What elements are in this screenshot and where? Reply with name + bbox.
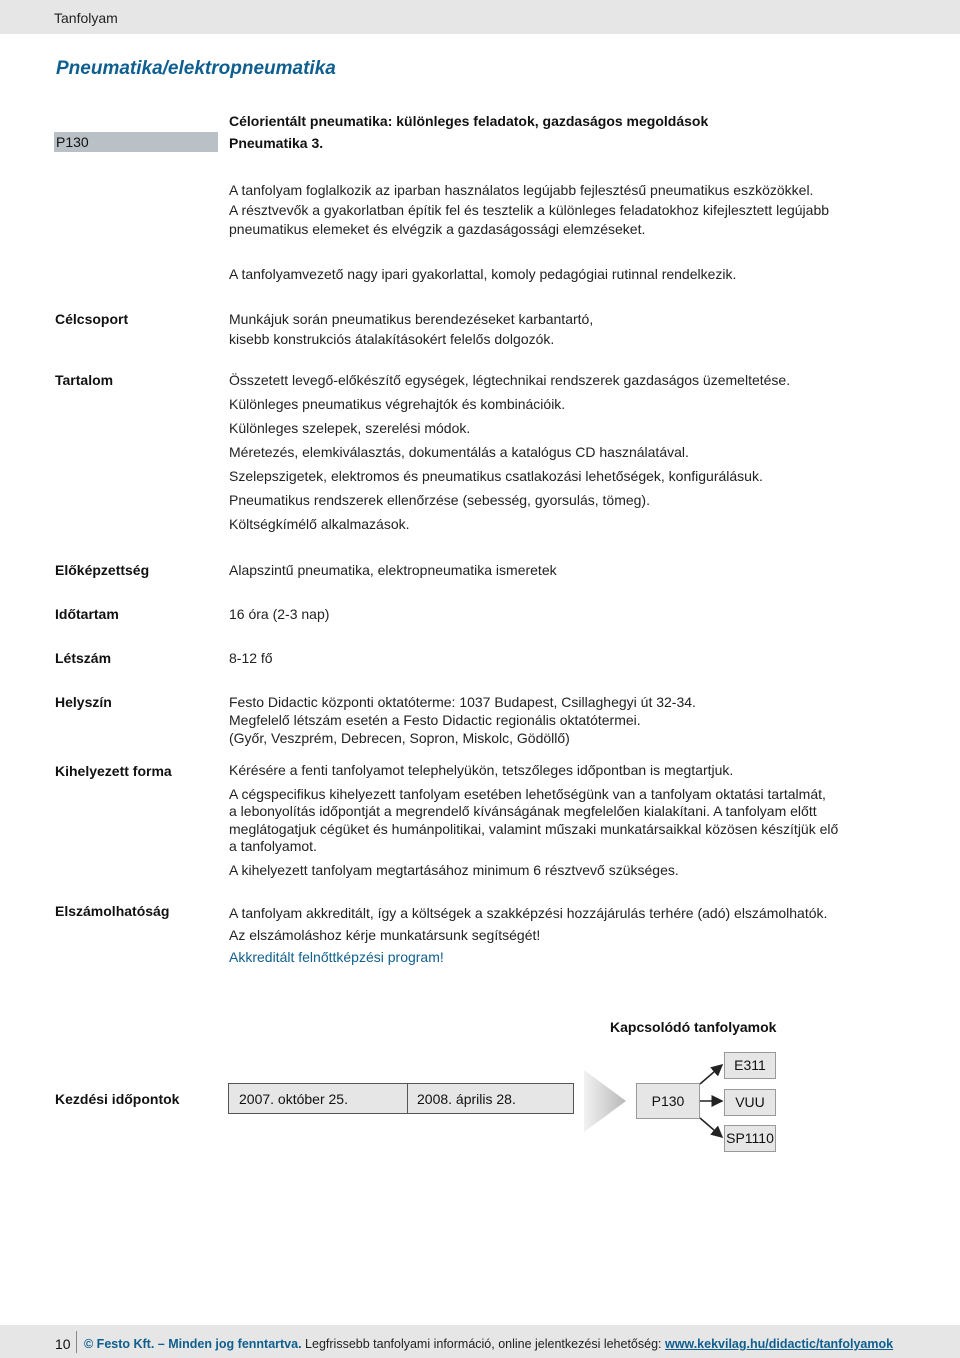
content-item: Különleges szelepek, szerelési módok. (229, 420, 471, 436)
header-bar (0, 0, 960, 34)
related-course-node[interactable]: SP1110 (724, 1125, 776, 1152)
large-arrow-icon (584, 1070, 626, 1132)
location-text (229, 693, 696, 747)
page-number: 10 (55, 1336, 71, 1352)
start-dates-box (228, 1083, 574, 1114)
onsite-text (229, 762, 838, 879)
start-date: 2008. április 28. (417, 1091, 516, 1107)
location-line: Festo Didactic központi oktatóterme: 1037 Budapest, Csillaghegyi út 32-34. (229, 694, 696, 710)
date-divider (407, 1084, 408, 1113)
content-list (229, 371, 790, 539)
intro-line: pneumatikus elemeket és elvégzik a gazdaságossági elemzéseket. (229, 221, 646, 237)
headcount-label: Létszám (55, 650, 112, 666)
location-line: (Győr, Veszprém, Debrecen, Sopron, Miskolc, Gödöllő) (229, 730, 570, 746)
related-course-node[interactable]: VUU (724, 1089, 776, 1116)
accounting-line: Az elszámoláshoz kérje munkatársunk segítségét! (229, 927, 541, 943)
course-code-box (54, 132, 218, 152)
content-label: Tartalom (55, 372, 114, 388)
target-group-text (229, 310, 593, 349)
footer-divider (76, 1331, 77, 1353)
onsite-p2-line: a lebonyolítás időpontját a megrendelő kívánságának megfelelően kialakítani. A tanfolyam előtt (229, 803, 817, 819)
connector-up (700, 1065, 722, 1084)
accounting-text (229, 902, 827, 968)
prerequisites-label: Előképzettség (55, 562, 150, 578)
accounting-label: Elszámolhatóság (55, 903, 170, 919)
target-group-line: Munkájuk során pneumatikus berendezéseket karbantartó, (229, 311, 594, 327)
content-item: Szelepszigetek, elektromos és pneumatikus csatlakozási lehetőségek, konfigurálásuk. (229, 468, 763, 484)
duration-value: 16 óra (2-3 nap) (229, 606, 330, 622)
intro-line: A résztvevők a gyakorlatban építik fel és tesztelik a különleges feladatokhoz kifejlesztett legújabb (229, 201, 830, 218)
intro-text (229, 181, 829, 240)
duration-label: Időtartam (55, 606, 119, 622)
onsite-p2-line: A cégspecifikus kihelyezett tanfolyam esetében lehetőségünk van a tanfolyam oktatási tartalmát, (229, 785, 826, 802)
footer-copyright: © Festo Kft. – Minden jog fenntartva. (84, 1337, 302, 1351)
onsite-p3: A kihelyezett tanfolyam megtartásához minimum 6 résztvevő szükséges. (229, 861, 679, 878)
header-title: Tanfolyam (54, 10, 118, 26)
target-group-label: Célcsoport (55, 311, 129, 327)
footer-info: Legfrissebb tanfolyami információ, online jelentkezési lehetőség: (305, 1337, 662, 1351)
start-date: 2007. október 25. (239, 1091, 348, 1107)
section-title: Pneumatika/elektropneumatika (56, 58, 336, 79)
headcount-value: 8-12 fő (229, 650, 273, 666)
footer-bar (0, 1325, 960, 1358)
onsite-p2-line: meglátogatjuk cégüket és humánpolitikai, valamint műszaki munkatársaikkal közösen készítjük elő (229, 820, 839, 837)
location-line: Megfelelő létszám esetén a Festo Didactic regionális oktatótermei. (229, 712, 641, 728)
source-course-node[interactable]: P130 (636, 1083, 700, 1119)
trainer-text: A tanfolyamvezető nagy ipari gyakorlattal, komoly pedagógiai rutinnal rendelkezik. (229, 266, 737, 282)
course-heading (229, 110, 708, 154)
intro-line: A tanfolyam foglalkozik az iparban használatos legújabb fejlesztésű pneumatikus eszközökkel. (229, 182, 814, 198)
content-item: Különleges pneumatikus végrehajtók és kombinációik. (229, 396, 566, 412)
related-course-node[interactable]: E311 (724, 1052, 776, 1079)
accreditation-note: Akkreditált felnőttképzési program! (229, 949, 444, 965)
course-title: Célorientált pneumatika: különleges feladatok, gazdaságos megoldások (229, 113, 709, 129)
footer-text (84, 1337, 893, 1351)
content-item: Költségkímélő alkalmazások. (229, 516, 410, 532)
target-group-line: kisebb konstrukciós átalakításokért felelős dolgozók. (229, 330, 555, 347)
prerequisites-value: Alapszintű pneumatika, elektropneumatika ismeretek (229, 562, 557, 578)
content-item: Pneumatikus rendszerek ellenőrzése (sebesség, gyorsulás, tömeg). (229, 492, 650, 508)
content-item: Összetett levegő-előkészítő egységek, légtechnikai rendszerek gazdaságos üzemeltetése. (229, 372, 791, 388)
related-courses-diagram (580, 1048, 800, 1158)
onsite-p2-line: a tanfolyamot. (229, 838, 317, 854)
course-subtitle: Pneumatika 3. (229, 135, 324, 151)
related-courses-title: Kapcsolódó tanfolyamok (610, 1019, 777, 1035)
course-code: P130 (56, 134, 89, 150)
onsite-label: Kihelyezett forma (55, 763, 172, 779)
footer-link[interactable]: www.kekvilag.hu/didactic/tanfolyamok (664, 1337, 894, 1351)
onsite-p1: Kérésére a fenti tanfolyamot telephelyükön, tetszőleges időpontban is megtartjuk. (229, 762, 734, 778)
accounting-line: A tanfolyam akkreditált, így a költségek a szakképzési hozzájárulás terhére (adó) elszámolhatók. (229, 905, 828, 921)
start-dates-label: Kezdési időpontok (55, 1091, 180, 1107)
location-label: Helyszín (55, 694, 112, 710)
connector-down (700, 1118, 722, 1137)
content-item: Méretezés, elemkiválasztás, dokumentálás a katalógus CD használatával. (229, 444, 689, 460)
